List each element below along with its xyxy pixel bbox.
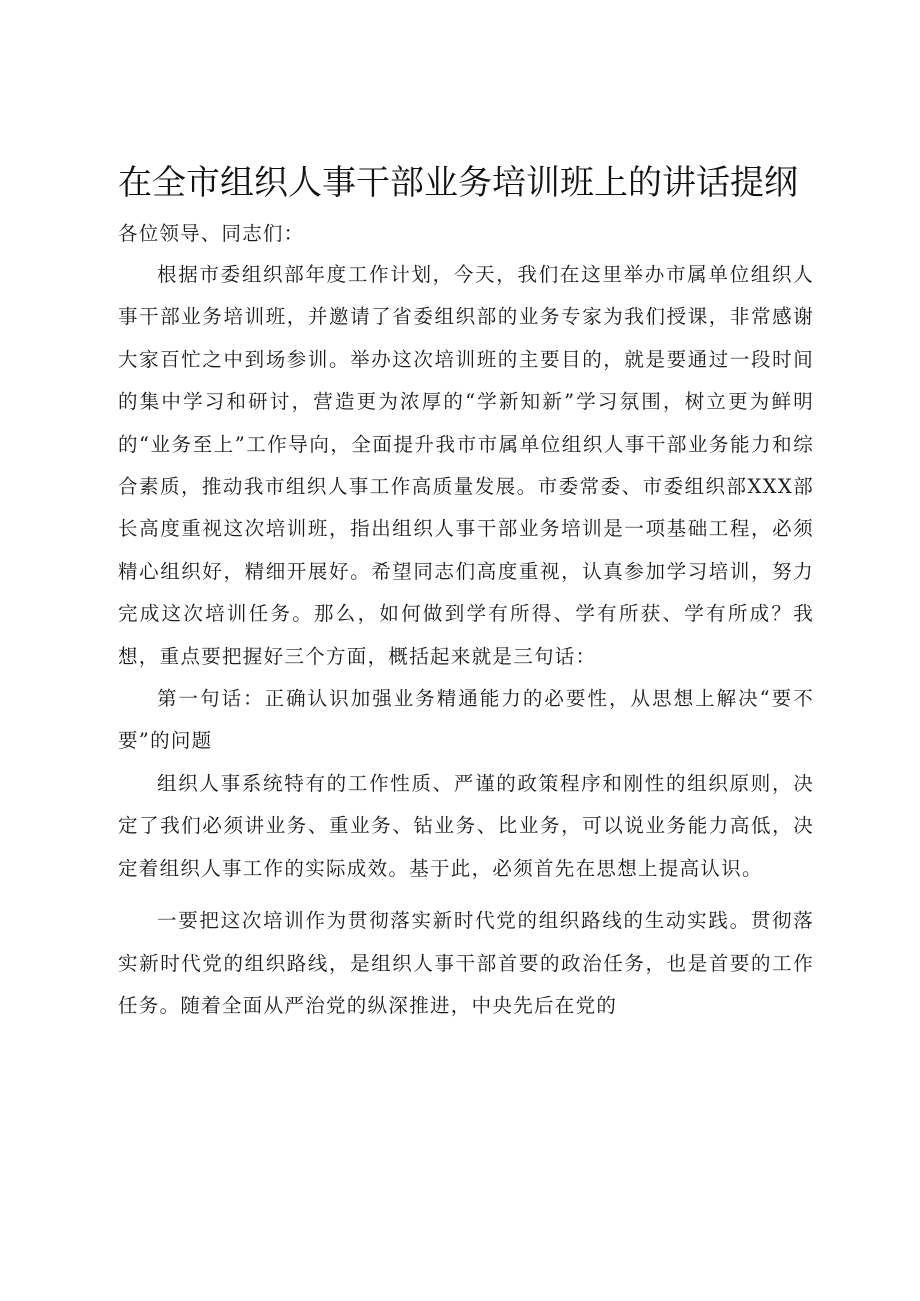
- paragraph-point-1: 一要把这次培训作为贯彻落实新时代党的组织路线的生动实践。贯彻落实新时代党的组织路线，是组织人事干部首要的政治任务，也是首要的工作任务。随着全面从严治党的纵深推进，中央先后在党的: [118, 909, 814, 1017]
- document-title: 在全市组织人事干部业务培训班上的讲话提纲: [118, 163, 798, 203]
- section-heading-1: 第一句话：正确认识加强业务精通能力的必要性，从思想上解决“要不要”的问题: [118, 687, 814, 753]
- paragraph-intro: 根据市委组织部年度工作计划，今天，我们在这里举办市属单位组织人事干部业务培训班，并邀请了省委组织部的业务专家为我们授课，非常感谢大家百忙之中到场参训。举办这次培训班的主要目的，就是要通过一段时间的集中学习和研讨，营造更为浓厚的“学新知新”学习氛围，树立更为鲜明的“业务至上”工作导向，全面提升我市市属单位组织人事干部业务能力和综合素质，推动我市组织人事工作高质量发展。市委常委、市委组织部XXX部长高度重视这次培训班，指出组织人事干部业务培训是一项基础工程，必须精心组织好，精细开展好。希望同志们高度重视，认真参加学习培训，努力完成这次培训任务。那么，如何做到学有所得、学有所获、学有所成？我想，重点要把握好三个方面，概括起来就是三句话：: [118, 263, 814, 668]
- paragraph-section-1-intro: 组织人事系统特有的工作性质、严谨的政策程序和刚性的组织原则，决定了我们必须讲业务、重业务、钻业务、比业务，可以说业务能力高低，决定着组织人事工作的实际成效。基于此，必须首先在思想上提高认识。: [118, 771, 814, 880]
- document-body: [118, 158, 814, 1027]
- salutation: 各位领导、同志们：: [118, 222, 305, 245]
